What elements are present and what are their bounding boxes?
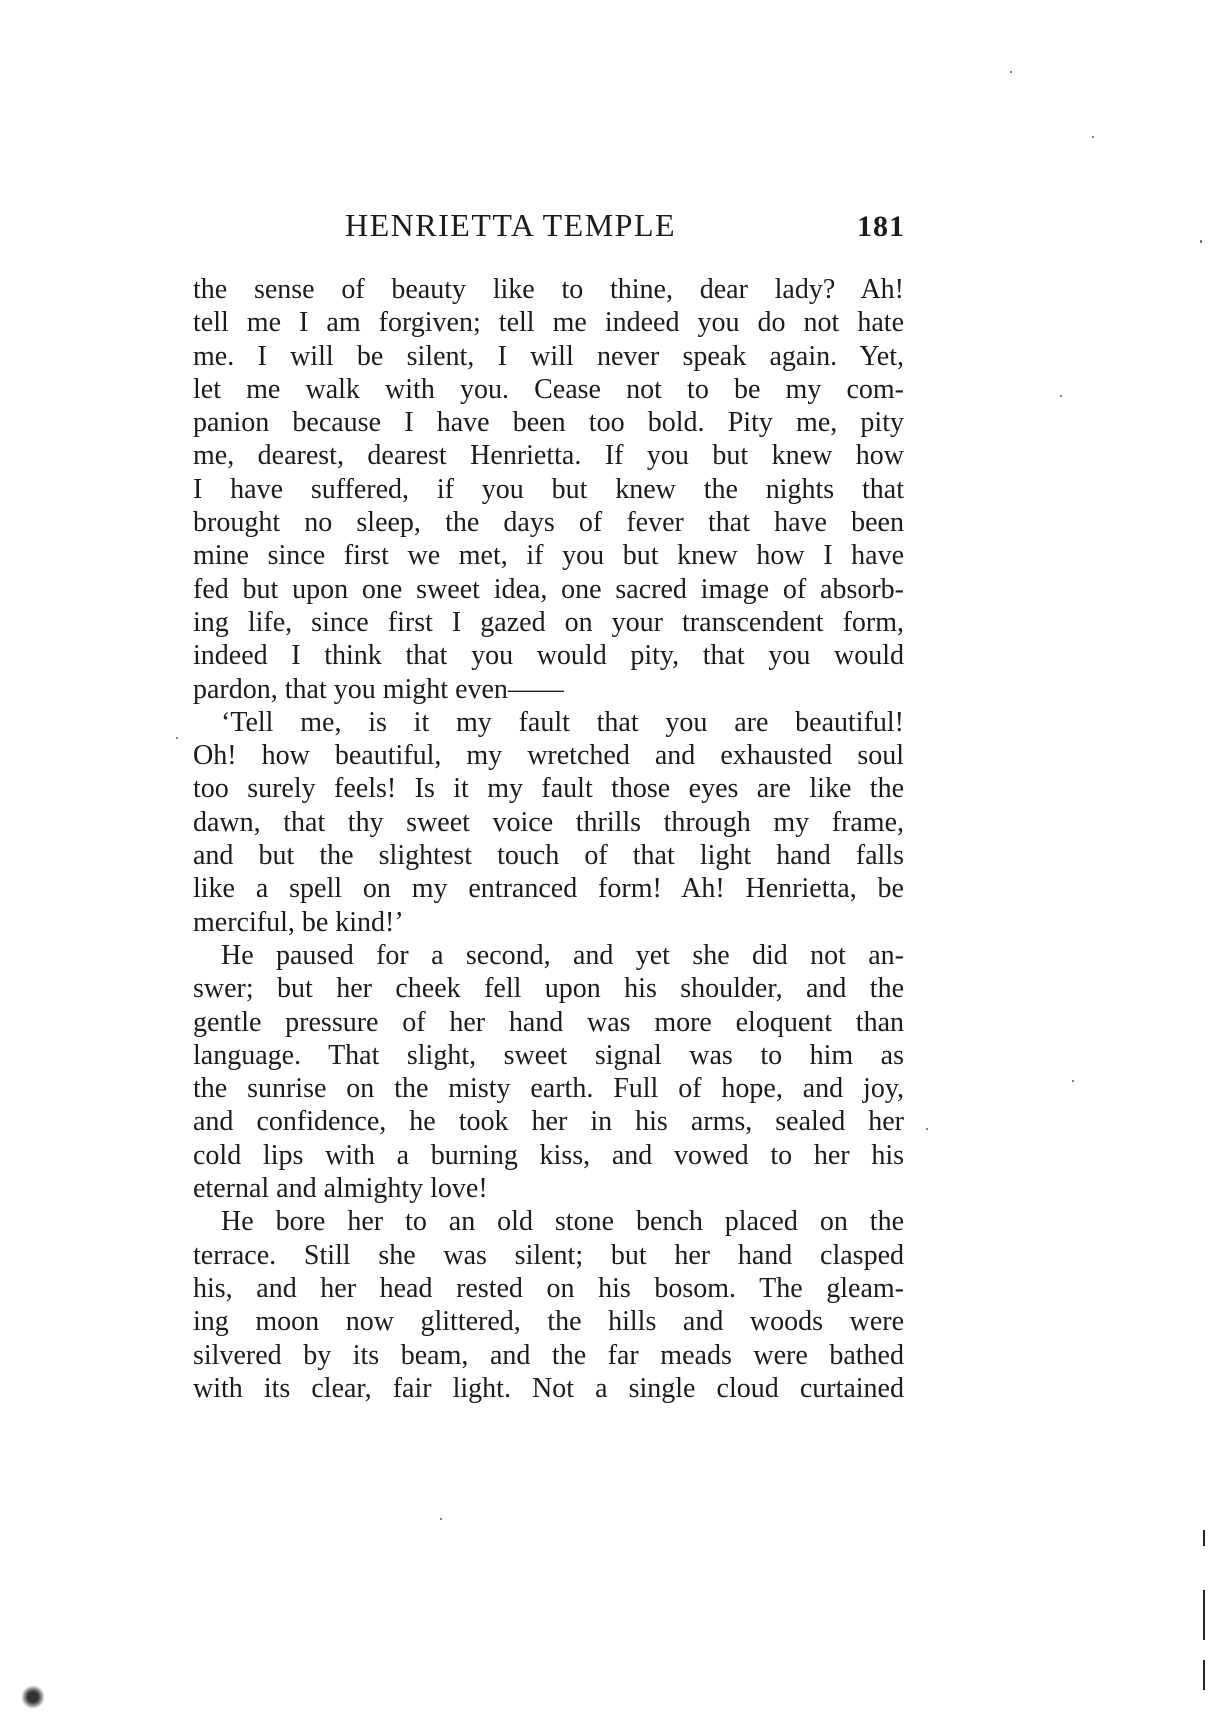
text-line: me, dearest, dearest Henrietta. If you but knew how xyxy=(193,440,904,472)
text-line: me. I will be silent, I will never speak again. Yet, xyxy=(193,340,904,372)
paragraph-start-line: ‘Tell me, is it my fault that you are beautiful! xyxy=(221,706,904,738)
text-line: silvered by its beam, and the far meads were bathed xyxy=(193,1339,904,1371)
page-number: 181 xyxy=(857,210,905,243)
text-line: gentle pressure of her hand was more eloquent than xyxy=(193,1006,904,1038)
running-title: HENRIETTA TEMPLE xyxy=(345,207,677,243)
text-line: and confidence, he took her in his arms, sealed her xyxy=(193,1106,904,1138)
text-line: tell me I am forgiven; tell me indeed you do not hate xyxy=(193,307,904,339)
text-line: ing moon now glittered, the hills and woods were xyxy=(193,1306,904,1338)
text-line: brought no sleep, the days of fever that have been xyxy=(193,507,904,539)
text-line: with its clear, fair light. Not a single cloud curtained xyxy=(193,1372,904,1404)
text-line: the sunrise on the misty earth. Full of hope, and joy, xyxy=(193,1073,904,1105)
text-line: I have suffered, if you but knew the nights that xyxy=(193,473,904,505)
scan-speck xyxy=(1060,395,1062,397)
text-line: mine since first we met, if you but knew how I have xyxy=(193,540,904,572)
text-line: Oh! how beautiful, my wretched and exhausted soul xyxy=(193,740,904,772)
scan-speck xyxy=(926,1128,928,1130)
body-text xyxy=(193,273,904,1405)
text-line: let me walk with you. Cease not to be my com- xyxy=(193,373,904,405)
text-line: dawn, that thy sweet voice thrills through my frame, xyxy=(193,806,904,838)
edge-mark xyxy=(1203,1590,1205,1640)
edge-mark xyxy=(1203,1530,1205,1546)
corner-blot xyxy=(22,1684,44,1710)
text-line: swer; but her cheek fell upon his shoulder, and the xyxy=(193,973,904,1005)
scan-speck xyxy=(1092,136,1094,138)
text-line: language. That slight, sweet signal was to him as xyxy=(193,1039,904,1071)
text-line: his, and her head rested on his bosom. The gleam- xyxy=(193,1272,904,1304)
paragraph-end-line: eternal and almighty love! xyxy=(193,1173,488,1205)
scan-speck xyxy=(1010,71,1012,73)
scan-speck xyxy=(1072,1080,1074,1082)
page-header xyxy=(345,200,905,250)
text-line: ing life, since first I gazed on your transcendent form, xyxy=(193,606,904,638)
text-line: cold lips with a burning kiss, and vowed to her his xyxy=(193,1139,904,1171)
paragraph-end-line: merciful, be kind!’ xyxy=(193,906,404,938)
text-line: indeed I think that you would pity, that you would xyxy=(193,640,904,672)
text-line: panion because I have been too bold. Pity me, pity xyxy=(193,407,904,439)
text-line: too surely feels! Is it my fault those eyes are like the xyxy=(193,773,904,805)
scan-speck xyxy=(176,737,178,739)
paragraph-start-line: He bore her to an old stone bench placed on the xyxy=(221,1206,904,1238)
paragraph-start-line: He paused for a second, and yet she did not an- xyxy=(221,939,904,971)
scan-speck xyxy=(1200,240,1202,243)
edge-mark xyxy=(1203,1660,1205,1690)
text-line: terrace. Still she was silent; but her hand clasped xyxy=(193,1239,904,1271)
text-line: like a spell on my entranced form! Ah! Henrietta, be xyxy=(193,873,904,905)
paragraph-end-line: pardon, that you might even—— xyxy=(193,673,564,705)
scan-speck xyxy=(440,1518,442,1520)
text-line: fed but upon one sweet idea, one sacred image of absorb- xyxy=(193,573,904,605)
text-line: and but the slightest touch of that light hand falls xyxy=(193,840,904,872)
text-line: the sense of beauty like to thine, dear lady? Ah! xyxy=(193,274,904,305)
